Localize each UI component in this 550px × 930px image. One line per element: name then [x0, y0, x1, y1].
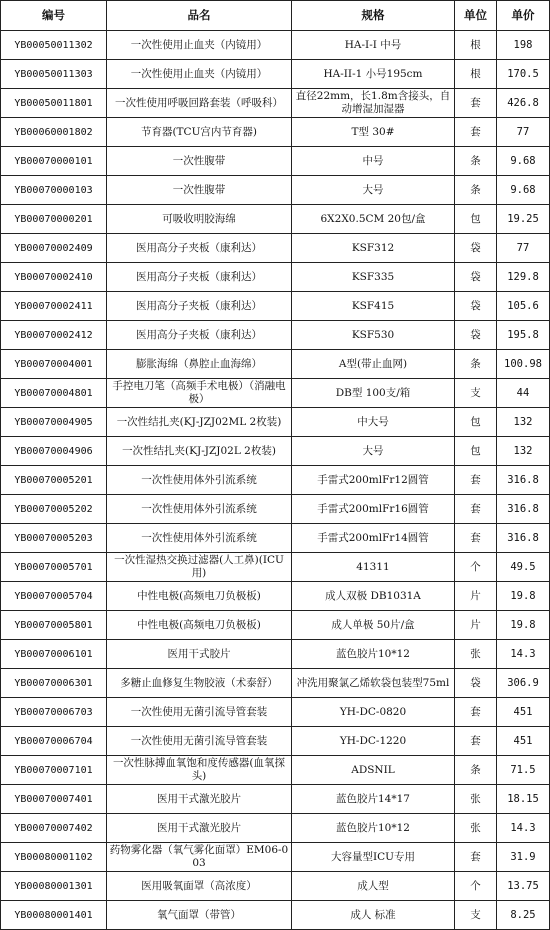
item-code: YB00070005202: [1, 495, 107, 524]
item-code: YB00070006101: [1, 640, 107, 669]
item-price: 9.68: [497, 176, 550, 205]
item-name: 一次性使用体外引流系统: [107, 466, 292, 495]
table-row: [1, 205, 550, 234]
item-code: YB00070007101: [1, 756, 107, 785]
item-name: 一次性湿热交换过滤器(人工鼻)(ICU用): [107, 553, 292, 582]
item-spec: YH-DC-1220: [292, 727, 455, 756]
table-row: [1, 292, 550, 321]
item-unit: 包: [455, 437, 497, 466]
table-row: [1, 901, 550, 930]
item-price: 14.3: [497, 814, 550, 843]
item-price: 100.98: [497, 350, 550, 379]
item-unit: 片: [455, 611, 497, 640]
table-row: [1, 495, 550, 524]
item-code: YB00060001802: [1, 118, 107, 147]
item-spec: 成人型: [292, 872, 455, 901]
item-price: 132: [497, 437, 550, 466]
item-price: 306.9: [497, 669, 550, 698]
item-name: 一次性腹带: [107, 176, 292, 205]
item-name: 医用干式激光胶片: [107, 814, 292, 843]
item-code: YB00080001102: [1, 843, 107, 872]
item-spec: KSF335: [292, 263, 455, 292]
item-name: 一次性使用呼吸回路套装（呼吸科）: [107, 89, 292, 118]
item-spec: YH-DC-0820: [292, 698, 455, 727]
item-spec: 成人单极 50片/盒: [292, 611, 455, 640]
item-spec: 蓝色胶片10*12: [292, 640, 455, 669]
item-spec: 成人双极 DB1031A: [292, 582, 455, 611]
header-price: 单价: [497, 1, 550, 31]
item-unit: 包: [455, 205, 497, 234]
item-name: 一次性使用无菌引流导管套装: [107, 698, 292, 727]
table-row: [1, 611, 550, 640]
item-spec: KSF530: [292, 321, 455, 350]
item-unit: 套: [455, 89, 497, 118]
table-row: [1, 263, 550, 292]
item-name: 医用干式胶片: [107, 640, 292, 669]
item-unit: 支: [455, 379, 497, 408]
item-unit: 套: [455, 698, 497, 727]
item-spec: KSF312: [292, 234, 455, 263]
item-spec: 大容量型ICU专用: [292, 843, 455, 872]
item-code: YB00070005801: [1, 611, 107, 640]
item-code: YB00070000101: [1, 147, 107, 176]
item-unit: 套: [455, 524, 497, 553]
item-code: YB00080001401: [1, 901, 107, 930]
item-name: 节育器(TCU宫内节育器): [107, 118, 292, 147]
item-unit: 片: [455, 582, 497, 611]
item-code: YB00070002410: [1, 263, 107, 292]
table-row: [1, 379, 550, 408]
item-code: YB00070007402: [1, 814, 107, 843]
item-name: 一次性腹带: [107, 147, 292, 176]
table-row: [1, 466, 550, 495]
item-price: 316.8: [497, 495, 550, 524]
item-price: 8.25: [497, 901, 550, 930]
item-name: 一次性使用体外引流系统: [107, 495, 292, 524]
item-price: 44: [497, 379, 550, 408]
item-unit: 套: [455, 118, 497, 147]
item-spec: ADSNIL: [292, 756, 455, 785]
item-name: 一次性结扎夹(KJ-JZJ02ML 2枚装): [107, 408, 292, 437]
item-spec: 手雷式200mlFr12圆管: [292, 466, 455, 495]
table-row: [1, 756, 550, 785]
table-row: [1, 843, 550, 872]
item-price: 198: [497, 31, 550, 60]
item-price: 132: [497, 408, 550, 437]
item-unit: 根: [455, 31, 497, 60]
item-spec: 6X2X0.5CM 20包/盒: [292, 205, 455, 234]
table-row: [1, 553, 550, 582]
item-code: YB00070004001: [1, 350, 107, 379]
item-unit: 套: [455, 727, 497, 756]
item-unit: 张: [455, 814, 497, 843]
item-code: YB00070005704: [1, 582, 107, 611]
item-spec: HA-II-1 小号195cm: [292, 60, 455, 89]
item-name: 医用吸氧面罩（高浓度）: [107, 872, 292, 901]
item-unit: 张: [455, 785, 497, 814]
item-name: 一次性使用体外引流系统: [107, 524, 292, 553]
item-code: YB00070004801: [1, 379, 107, 408]
table-row: [1, 60, 550, 89]
item-spec: 41311: [292, 553, 455, 582]
table-row: [1, 31, 550, 60]
item-price: 19.8: [497, 611, 550, 640]
table-row: [1, 785, 550, 814]
item-code: YB00070002411: [1, 292, 107, 321]
item-name: 手控电刀笔（高频手术电极）（消融电极）: [107, 379, 292, 408]
item-spec: 蓝色胶片10*12: [292, 814, 455, 843]
header-code: 编号: [1, 1, 107, 31]
header-unit: 单位: [455, 1, 497, 31]
item-price: 77: [497, 234, 550, 263]
item-unit: 条: [455, 350, 497, 379]
table-row: [1, 727, 550, 756]
item-price: 13.75: [497, 872, 550, 901]
item-unit: 根: [455, 60, 497, 89]
table-row: [1, 118, 550, 147]
item-name: 中性电极(高频电刀负极板): [107, 582, 292, 611]
table-row: [1, 669, 550, 698]
table-row: [1, 147, 550, 176]
item-name: 一次性使用无菌引流导管套装: [107, 727, 292, 756]
item-price: 14.3: [497, 640, 550, 669]
item-price: 18.15: [497, 785, 550, 814]
header-row: [1, 1, 550, 31]
item-spec: 手雷式200mlFr14圆管: [292, 524, 455, 553]
item-name: 中性电极(高频电刀负极板): [107, 611, 292, 640]
item-price: 316.8: [497, 466, 550, 495]
item-name: 多糖止血修复生物胶液（术泰舒）: [107, 669, 292, 698]
table-row: [1, 437, 550, 466]
item-code: YB00070007401: [1, 785, 107, 814]
item-code: YB00080001301: [1, 872, 107, 901]
item-code: YB00070006703: [1, 698, 107, 727]
table-row: [1, 814, 550, 843]
item-code: YB00070004906: [1, 437, 107, 466]
table-row: [1, 408, 550, 437]
item-unit: 个: [455, 872, 497, 901]
item-spec: 蓝色胶片14*17: [292, 785, 455, 814]
item-unit: 套: [455, 466, 497, 495]
item-price: 316.8: [497, 524, 550, 553]
item-code: YB00050011801: [1, 89, 107, 118]
item-spec: A型(带止血网): [292, 350, 455, 379]
item-spec: T型 30#: [292, 118, 455, 147]
item-spec: 中号: [292, 147, 455, 176]
header-spec: 规格: [292, 1, 455, 31]
item-name: 医用干式激光胶片: [107, 785, 292, 814]
item-price: 19.25: [497, 205, 550, 234]
item-spec: 中大号: [292, 408, 455, 437]
item-price: 170.5: [497, 60, 550, 89]
item-unit: 套: [455, 843, 497, 872]
item-spec: KSF415: [292, 292, 455, 321]
item-name: 药物雾化器（氧气雾化面罩）EM06-003: [107, 843, 292, 872]
item-unit: 袋: [455, 234, 497, 263]
item-unit: 袋: [455, 321, 497, 350]
item-spec: HA-I-I 中号: [292, 31, 455, 60]
item-price: 19.8: [497, 582, 550, 611]
table-row: [1, 524, 550, 553]
table-row: [1, 640, 550, 669]
item-price: 31.9: [497, 843, 550, 872]
item-price: 71.5: [497, 756, 550, 785]
item-unit: 包: [455, 408, 497, 437]
item-unit: 袋: [455, 292, 497, 321]
item-unit: 张: [455, 640, 497, 669]
item-price: 451: [497, 727, 550, 756]
item-spec: 手雷式200mlFr16圆管: [292, 495, 455, 524]
item-code: YB00070005201: [1, 466, 107, 495]
item-code: YB00070000201: [1, 205, 107, 234]
item-spec: 直径22mm，长1.8m含接头，自动增湿加湿器: [292, 89, 455, 118]
item-unit: 支: [455, 901, 497, 930]
item-code: YB00070006301: [1, 669, 107, 698]
item-code: YB00070002412: [1, 321, 107, 350]
item-spec: 大号: [292, 176, 455, 205]
item-price: 195.8: [497, 321, 550, 350]
item-price: 451: [497, 698, 550, 727]
item-spec: 冲洗用聚氯乙烯软袋包装型75ml: [292, 669, 455, 698]
item-code: YB00070002409: [1, 234, 107, 263]
item-name: 医用高分子夹板（康利达）: [107, 263, 292, 292]
item-price: 77: [497, 118, 550, 147]
item-spec: 成人 标准: [292, 901, 455, 930]
item-code: YB00070004905: [1, 408, 107, 437]
table-row: [1, 321, 550, 350]
item-name: 一次性结扎夹(KJ-JZJ02L 2枚装): [107, 437, 292, 466]
item-code: YB00050011303: [1, 60, 107, 89]
item-code: YB00070005701: [1, 553, 107, 582]
item-price: 105.6: [497, 292, 550, 321]
item-price: 9.68: [497, 147, 550, 176]
item-spec: DB型 100支/箱: [292, 379, 455, 408]
item-name: 膨胀海绵（鼻腔止血海绵）: [107, 350, 292, 379]
item-price: 49.5: [497, 553, 550, 582]
item-spec: 大号: [292, 437, 455, 466]
item-unit: 条: [455, 147, 497, 176]
table-row: [1, 350, 550, 379]
item-unit: 条: [455, 176, 497, 205]
item-name: 一次性使用止血夹（内镜用）: [107, 60, 292, 89]
item-unit: 条: [455, 756, 497, 785]
item-unit: 袋: [455, 263, 497, 292]
table-row: [1, 234, 550, 263]
table-row: [1, 872, 550, 901]
item-code: YB00070000103: [1, 176, 107, 205]
item-name: 可吸收明胶海绵: [107, 205, 292, 234]
table-row: [1, 582, 550, 611]
item-unit: 袋: [455, 669, 497, 698]
item-name: 医用高分子夹板（康利达）: [107, 234, 292, 263]
header-name: 品名: [107, 1, 292, 31]
item-code: YB00070006704: [1, 727, 107, 756]
item-unit: 个: [455, 553, 497, 582]
table-row: [1, 89, 550, 118]
item-name: 医用高分子夹板（康利达）: [107, 292, 292, 321]
item-price: 129.8: [497, 263, 550, 292]
item-name: 氧气面罩（带管）: [107, 901, 292, 930]
item-code: YB00050011302: [1, 31, 107, 60]
table-row: [1, 176, 550, 205]
item-price: 426.8: [497, 89, 550, 118]
item-name: 医用高分子夹板（康利达）: [107, 321, 292, 350]
item-name: 一次性脉搏血氧饱和度传感器(血氧探头): [107, 756, 292, 785]
table-row: [1, 698, 550, 727]
item-code: YB00070005203: [1, 524, 107, 553]
item-unit: 套: [455, 495, 497, 524]
item-name: 一次性使用止血夹（内镜用）: [107, 31, 292, 60]
